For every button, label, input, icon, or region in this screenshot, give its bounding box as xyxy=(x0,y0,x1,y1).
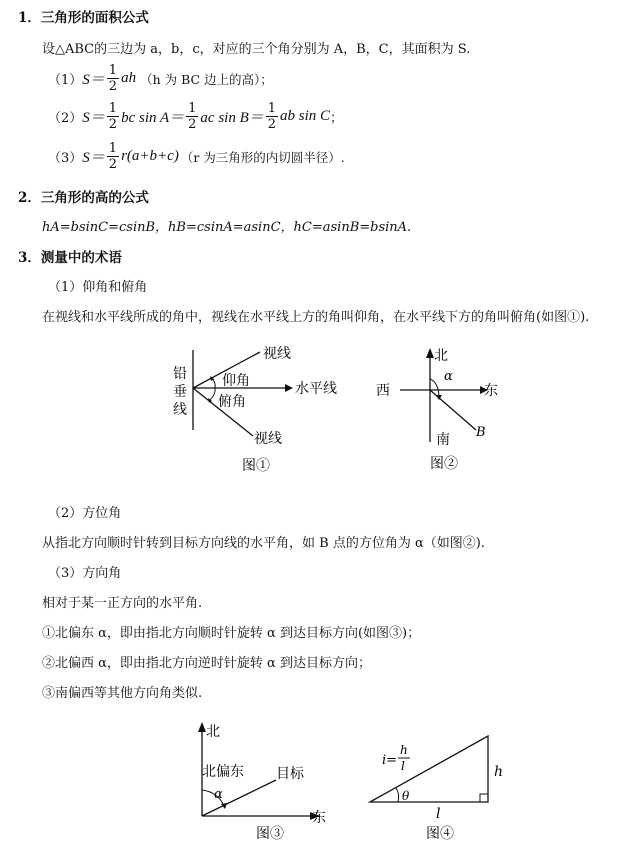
fig3-label: 北偏东 xyxy=(202,764,244,780)
fig1-depression: 俯角 xyxy=(218,394,246,410)
formula-1-frac: $\frac{1}{2}$ xyxy=(108,63,118,94)
formula-3-num: （3） xyxy=(48,151,83,166)
fig3-alpha: α xyxy=(214,787,223,802)
formula-1-rest: ah xyxy=(121,70,137,86)
fig3-target: 目标 xyxy=(276,766,304,782)
formula-3-lhs: S＝ xyxy=(82,150,105,166)
fig4-h: h xyxy=(494,764,504,780)
fig2-alpha: α xyxy=(444,369,453,384)
fig4-frac-d: l xyxy=(401,759,405,773)
fig1-horizontal: 水平线 xyxy=(295,381,337,397)
fig2-west: 西 xyxy=(376,383,390,399)
section-2-formula: hA=bsinC=csinB，hB=csinA=asinC，hC=asinB=bsinA. xyxy=(42,220,412,235)
formula-2-term-2: ac sin B＝ xyxy=(200,110,264,126)
fig2-south: 南 xyxy=(436,432,450,448)
subsection-2: （2）方位角 xyxy=(48,506,122,521)
fig4-theta: θ xyxy=(402,789,410,803)
item-1: ①北偏东 α，即由指北方向顺时针旋转 α 到达目标方向(如图③)； xyxy=(42,626,421,641)
item-3: ③南偏西等其他方向角类似. xyxy=(42,686,203,701)
subsection-2-desc: 从指北方向顺时针转到目标方向线的水平角，如 B 点的方位角为 α（如图②). xyxy=(42,536,485,551)
fig2-north: 北 xyxy=(434,348,448,364)
formula-2-frac-2: $\frac{1}{2}$ xyxy=(188,101,197,132)
fig1-vertical-1: 铅 xyxy=(173,366,187,382)
fig1-vertical-3: 线 xyxy=(173,402,187,418)
figure-3 xyxy=(180,716,340,850)
subsection-1: （1）仰角和俯角 xyxy=(48,280,148,295)
formula-2-frac-1: $\frac{1}{2}$ xyxy=(108,101,118,132)
formula-2-frac-3: $\frac{1}{2}$ xyxy=(267,101,277,132)
item-2: ②北偏西 α，即由指北方向逆时针旋转 α 到达目标方向； xyxy=(42,656,371,671)
section-2-title: 2．三角形的高的公式 xyxy=(18,190,149,206)
formula-1-num: （1） xyxy=(48,73,83,88)
subsection-3-desc: 相对于某一正方向的水平角. xyxy=(42,596,203,611)
figure-2 xyxy=(372,344,502,478)
fig3-caption: 图③ xyxy=(256,826,284,842)
formula-3-note: （r 为三角形的内切圆半径）. xyxy=(180,149,345,165)
fig4-l: l xyxy=(436,806,441,822)
figure-1 xyxy=(160,338,350,478)
formula-2-term-3: ab sin C xyxy=(280,108,331,124)
figure-4 xyxy=(362,722,522,848)
formula-3-rest: r(a+b+c) xyxy=(121,148,179,164)
fig4-i: i= xyxy=(382,753,398,768)
section-1-intro: 设△ABC的三边为 a，b，c，对应的三个角分别为 A，B，C，其面积为 S. xyxy=(42,42,471,57)
section-1-title: 1．三角形的面积公式 xyxy=(18,10,149,26)
fig1-caption: 图① xyxy=(242,458,270,474)
fig1-vertical-2: 垂 xyxy=(173,384,187,400)
formula-3-frac: $\frac{1}{2}$ xyxy=(108,141,118,172)
formula-2-term-1: bc sin A＝ xyxy=(121,110,185,126)
subsection-1-desc: 在视线和水平线所成的角中，视线在水平线上方的角叫仰角，在水平线下方的角叫俯角(如图①). xyxy=(42,310,590,325)
fig4-frac-n: h xyxy=(400,743,408,757)
fig2-b: B xyxy=(476,425,486,440)
section-3-title: 3．测量中的术语 xyxy=(18,250,122,266)
fig1-sight-up: 视线 xyxy=(263,346,291,362)
fig1-elevation: 仰角 xyxy=(222,373,250,389)
formula-2 xyxy=(48,102,343,131)
formula-1 xyxy=(48,64,273,93)
fig3-east: 东 xyxy=(312,810,326,826)
formula-3 xyxy=(48,142,345,171)
formula-2-end: ； xyxy=(330,111,344,126)
formula-2-lhs: S＝ xyxy=(82,110,105,126)
subsection-3: （3）方向角 xyxy=(48,566,122,581)
formula-1-note: （h 为 BC 边上的高）； xyxy=(140,71,273,87)
formula-2-num: （2） xyxy=(48,111,83,126)
formula-1-lhs: S＝ xyxy=(82,72,105,88)
fig2-east: 东 xyxy=(484,383,498,399)
fig2-caption: 图② xyxy=(430,456,458,472)
fig3-north: 北 xyxy=(206,724,220,740)
fig1-sight-down: 视线 xyxy=(254,431,282,447)
fig4-caption: 图④ xyxy=(426,826,454,842)
